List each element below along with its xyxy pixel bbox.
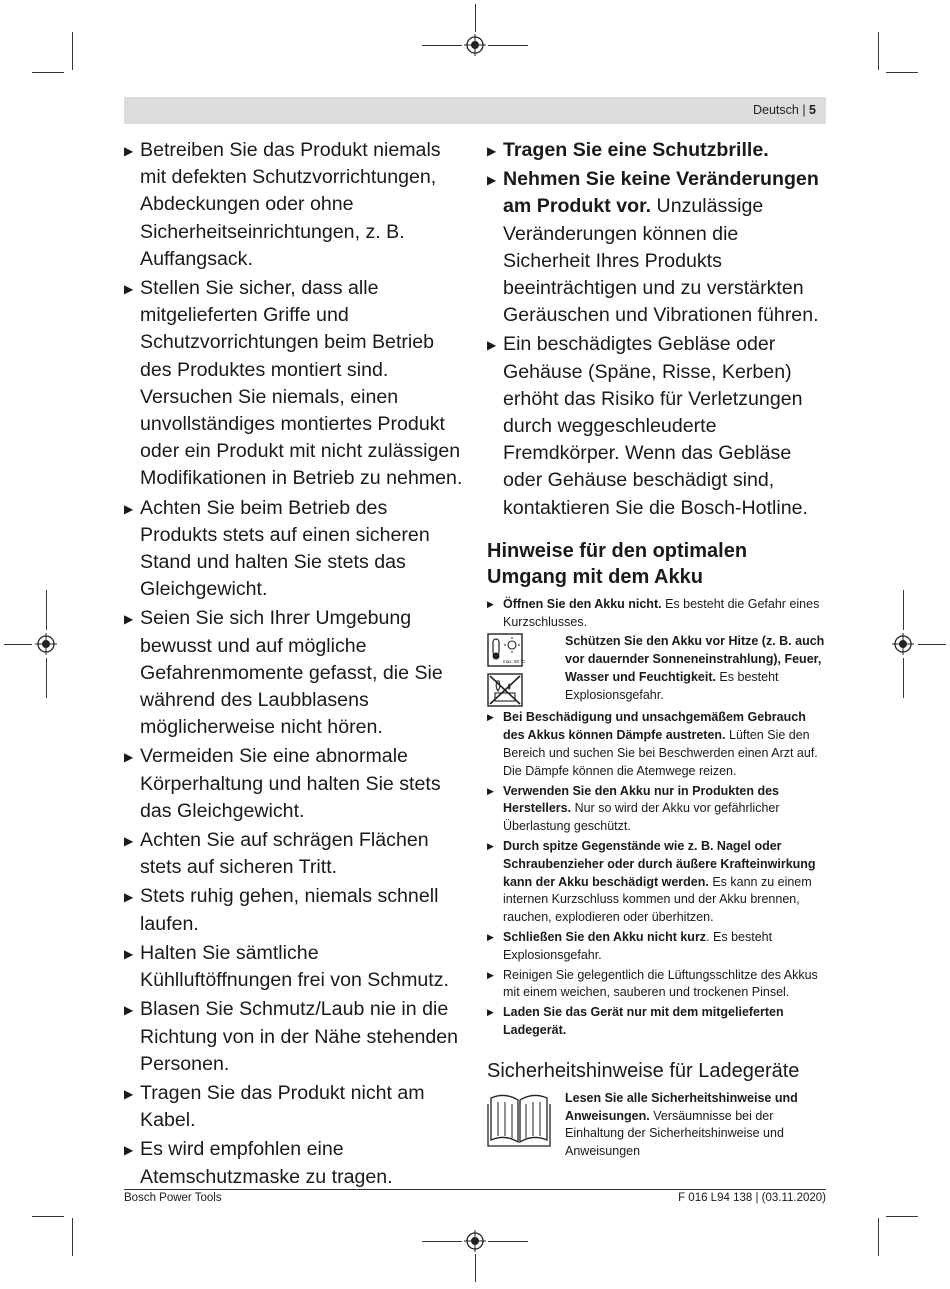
registration-mark-icon (464, 34, 486, 56)
warning-icons (487, 1090, 565, 1161)
registration-mark-icon (464, 1230, 486, 1252)
bullet-triangle-icon: ▶ (124, 282, 134, 297)
right-column (487, 137, 826, 1163)
crop-mark (903, 590, 904, 630)
list-item: ▶ Durch spitze Gegenstände wie z. B. Nagel oder Schraubenzieher oder durch äußere Krafteinwirkung kann der Akku beschädigt werden. Es kann zu einem internen Kurzschluss kommen und der Akku brennen, rauchen, explodieren oder überhitzen. (487, 839, 816, 925)
bullet-triangle-icon: ▶ (487, 598, 494, 609)
footer-divider (124, 1189, 826, 1190)
crop-mark (32, 1216, 64, 1217)
page-number: 5 (809, 103, 816, 117)
list-item: ▶ Reinigen Sie gelegentlich die Lüftungsschlitze des Akkus mit einem weichen, sauberen und trockenen Pinsel. (487, 967, 818, 1000)
bullet-triangle-icon: ▶ (124, 144, 134, 158)
bullet-triangle-icon: ▶ (124, 1086, 134, 1101)
crop-mark (886, 72, 918, 73)
bullet-triangle-icon: ▶ (487, 785, 494, 796)
crop-mark (488, 45, 528, 46)
header-text: Deutsch | 5 (752, 103, 816, 117)
footer-doc-number: F 016 L94 138 | (03.11.2020) (678, 1192, 826, 1204)
crop-mark (878, 32, 879, 70)
bullet-triangle-icon: ▶ (487, 144, 497, 158)
header-language: Deutsch (752, 103, 799, 117)
left-column (124, 137, 469, 1193)
bullet-triangle-icon: ▶ (124, 612, 134, 627)
registration-mark-icon (35, 633, 57, 655)
list-item: ▶ Schließen Sie den Akku nicht kurz. Es besteht Explosionsgefahr. (487, 930, 773, 962)
heat-water-warning (487, 633, 826, 707)
list-item: ▶ Betreiben Sie das Produkt niemals mit defekten Schutzvorrichtungen, Abdeckungen oder ohne Sicherheitseinrichtungen, z. B. Auffangsack. (124, 139, 441, 270)
bullet-triangle-icon: ▶ (124, 501, 134, 516)
bullet-triangle-icon: ▶ (124, 750, 134, 765)
charger-warning-text: Lesen Sie alle Sicherheitshinweise und Anweisungen. Versäumnisse bei der Einhaltung der Sicherheitshinweise und Anweisungen (565, 1090, 798, 1159)
list-item: ▶ Seien Sie sich Ihrer Umgebung bewusst und auf mögliche Gefahrenmomente gefasst, die Sie während des Laubblasens möglicherweise nicht hören. (124, 607, 443, 739)
thermometer-sun-icon (487, 633, 526, 667)
heat-warning-text: Schützen Sie den Akku vor Hitze (z. B. auch vor dauernder Sonneneinstrahlung), Feuer, Wasser und Feuchtigkeit. Es besteht Explosionsgefahr. (565, 634, 825, 702)
crop-mark (72, 1218, 73, 1256)
read-instructions-warning (487, 1090, 826, 1161)
crop-mark (422, 1241, 462, 1242)
warning-icons (487, 633, 565, 707)
list-item: ▶ Verwenden Sie den Akku nur in Produkten des Herstellers. Nur so wird der Akku vor gefährlicher Überlastung geschützt. (487, 783, 780, 834)
crop-mark (72, 32, 73, 70)
list-item: ▶ Öffnen Sie den Akku nicht. Es besteht die Gefahr eines Kurzschlusses. (487, 596, 820, 629)
crop-mark (903, 658, 904, 698)
bullet-triangle-icon: ▶ (487, 1007, 494, 1018)
bullet-triangle-icon: ▶ (487, 969, 494, 980)
list-item: ▶ Blasen Sie Schmutz/Laub nie in die Richtung von in der Nähe stehenden Personen. (124, 998, 459, 1075)
bullet-triangle-icon: ▶ (124, 834, 134, 849)
registration-mark-icon (892, 633, 914, 655)
bullet-triangle-icon: ▶ (487, 712, 494, 723)
crop-mark (475, 1254, 476, 1282)
list-item: ▶ Stellen Sie sicher, dass alle mitgelieferten Griffe und Schutzvorrichtungen beim Betrieb des Produktes montiert sind. Versuchen Sie niemals, einen unvollständiges montiertes Produkt oder ein Produkt mit nicht zulässigen Modifikationen in Betrieb zu nehmen. (124, 277, 463, 490)
list-item: ▶ Tragen Sie das Produkt nicht am Kabel. (124, 1081, 425, 1132)
crop-mark (878, 1218, 879, 1256)
list-item: ▶ Ein beschädigtes Gebläse oder Gehäuse (Späne, Risse, Kerben) erhöht das Risiko für Verletzungen durch weggeschleuderte Fremdkörper. Wenn das Gebläse oder Gehäuse beschädigt sind, kontaktieren Sie die Bosch-Hotline. (487, 333, 808, 519)
crop-mark (488, 1241, 528, 1242)
list-item: ▶ Stets ruhig gehen, niemals schnell laufen. (124, 885, 439, 935)
list-item: ▶ Tragen Sie eine Schutzbrille. (487, 137, 826, 164)
crop-mark (886, 1216, 918, 1217)
bullet-triangle-icon: ▶ (487, 841, 494, 852)
list-item: ▶ Halten Sie sämtliche Kühlluftöffnungen frei von Schmutz. (124, 941, 449, 992)
bullet-triangle-icon: ▶ (487, 932, 494, 942)
bullet-triangle-icon: ▶ (124, 946, 134, 961)
crop-mark (918, 644, 946, 645)
footer-brand: Bosch Power Tools (124, 1192, 222, 1204)
temperature-limit-label: max. 50 °C (503, 659, 526, 665)
list-item: ▶ Laden Sie das Gerät nur mit dem mitgelieferten Ladegerät. (487, 1005, 784, 1037)
list-item: ▶ Nehmen Sie keine Veränderungen am Produkt vor. Unzulässige Veränderungen können die Sicherheit Ihres Produkts beeinträchtigen und zu verstärkten Geräuschen und Vibrationen führen. (487, 168, 819, 327)
list-item: ▶ Achten Sie beim Betrieb des Produkts stets auf einen sicheren Stand und halten Sie stets das Gleichgewicht. (124, 496, 430, 601)
crop-mark (4, 644, 32, 645)
crop-mark (32, 72, 64, 73)
open-book-icon (487, 1090, 551, 1150)
page-header (124, 97, 826, 124)
bullet-triangle-icon: ▶ (124, 890, 134, 905)
crop-mark (46, 590, 47, 630)
bullet-triangle-icon: ▶ (124, 1003, 134, 1018)
list-item: ▶ Vermeiden Sie eine abnormale Körperhaltung und halten Sie stets das Gleichgewicht. (124, 745, 441, 822)
bullet-triangle-icon: ▶ (124, 1143, 134, 1158)
no-water-fire-icon (487, 673, 523, 707)
bullet-triangle-icon: ▶ (487, 338, 497, 353)
list-item: ▶ Es wird empfohlen eine Atemschutzmaske zu tragen. (124, 1138, 393, 1188)
list-item: ▶ Achten Sie auf schrägen Flächen stets auf sicheren Tritt. (124, 829, 429, 879)
charger-section-title: Sicherheitshinweise für Ladegeräte (487, 1059, 800, 1082)
akku-section-title: Hinweise für den optimalen Umgang mit dem Akku (487, 539, 748, 588)
bullet-triangle-icon: ▶ (487, 173, 497, 188)
crop-mark (46, 658, 47, 698)
crop-mark (475, 4, 476, 32)
list-item: ▶ Bei Beschädigung und unsachgemäßem Gebrauch des Akkus können Dämpfe austreten. Lüften Sie den Bereich und suchen Sie bei Beschwerden einen Arzt auf. Die Dämpfe können die Atemwege reizen. (487, 710, 818, 778)
crop-mark (422, 45, 462, 46)
